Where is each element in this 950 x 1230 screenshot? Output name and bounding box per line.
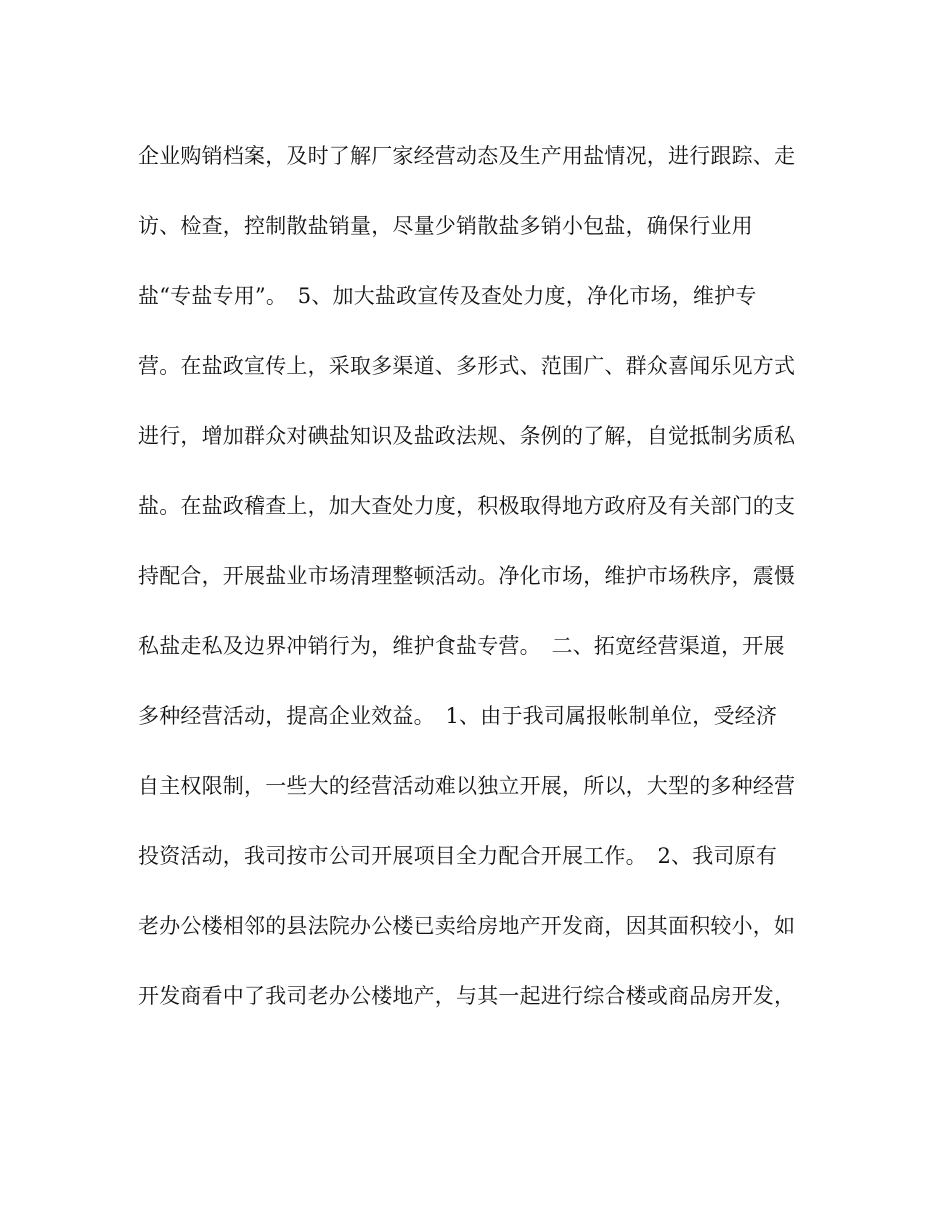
text-line-12: 老办公楼相邻的县法院办公楼已卖给房地产开发商，因其面积较小，如 [138, 914, 796, 938]
text-line-7: 持配合，开展盐业市场清理整顿活动。净化市场，维护市场秩序，震慑 [138, 564, 796, 588]
text-line-2: 访、检查，控制散盐销量，尽量少销散盐多销小包盐，确保行业用 [138, 214, 753, 238]
body-text [138, 132, 818, 1042]
text-line-13: 开发商看中了我司老办公楼地产，与其一起进行综合楼或商品房开发， [138, 984, 796, 1008]
text-line-5: 进行，增加群众对碘盐知识及盐政法规、条例的了解，自觉抵制劣质私 [138, 424, 796, 448]
text-line-3: 盐“专盐专用”。 5、加大盐政宣传及查处力度，净化市场，维护专 [138, 284, 757, 308]
text-line-4: 营。在盐政宣传上，采取多渠道、多形式、范围广、群众喜闻乐见方式 [138, 354, 796, 378]
text-line-11: 投资活动，我司按市公司开展项目全力配合开展工作。 2、我司原有 [138, 844, 778, 868]
text-line-10: 自主权限制，一些大的经营活动难以独立开展，所以，大型的多种经营 [138, 774, 796, 798]
text-line-9: 多种经营活动，提高企业效益。 1、由于我司属报帐制单位，受经济 [138, 704, 778, 728]
text-line-6: 盐。在盐政稽查上，加大查处力度，积极取得地方政府及有关部门的支 [138, 494, 796, 518]
text-line-8: 私盐走私及边界冲销行为，维护食盐专营。 二、拓宽经营渠道，开展 [138, 634, 785, 658]
text-line-1: 企业购销档案，及时了解厂家经营动态及生产用盐情况，进行跟踪、走 [138, 144, 796, 168]
